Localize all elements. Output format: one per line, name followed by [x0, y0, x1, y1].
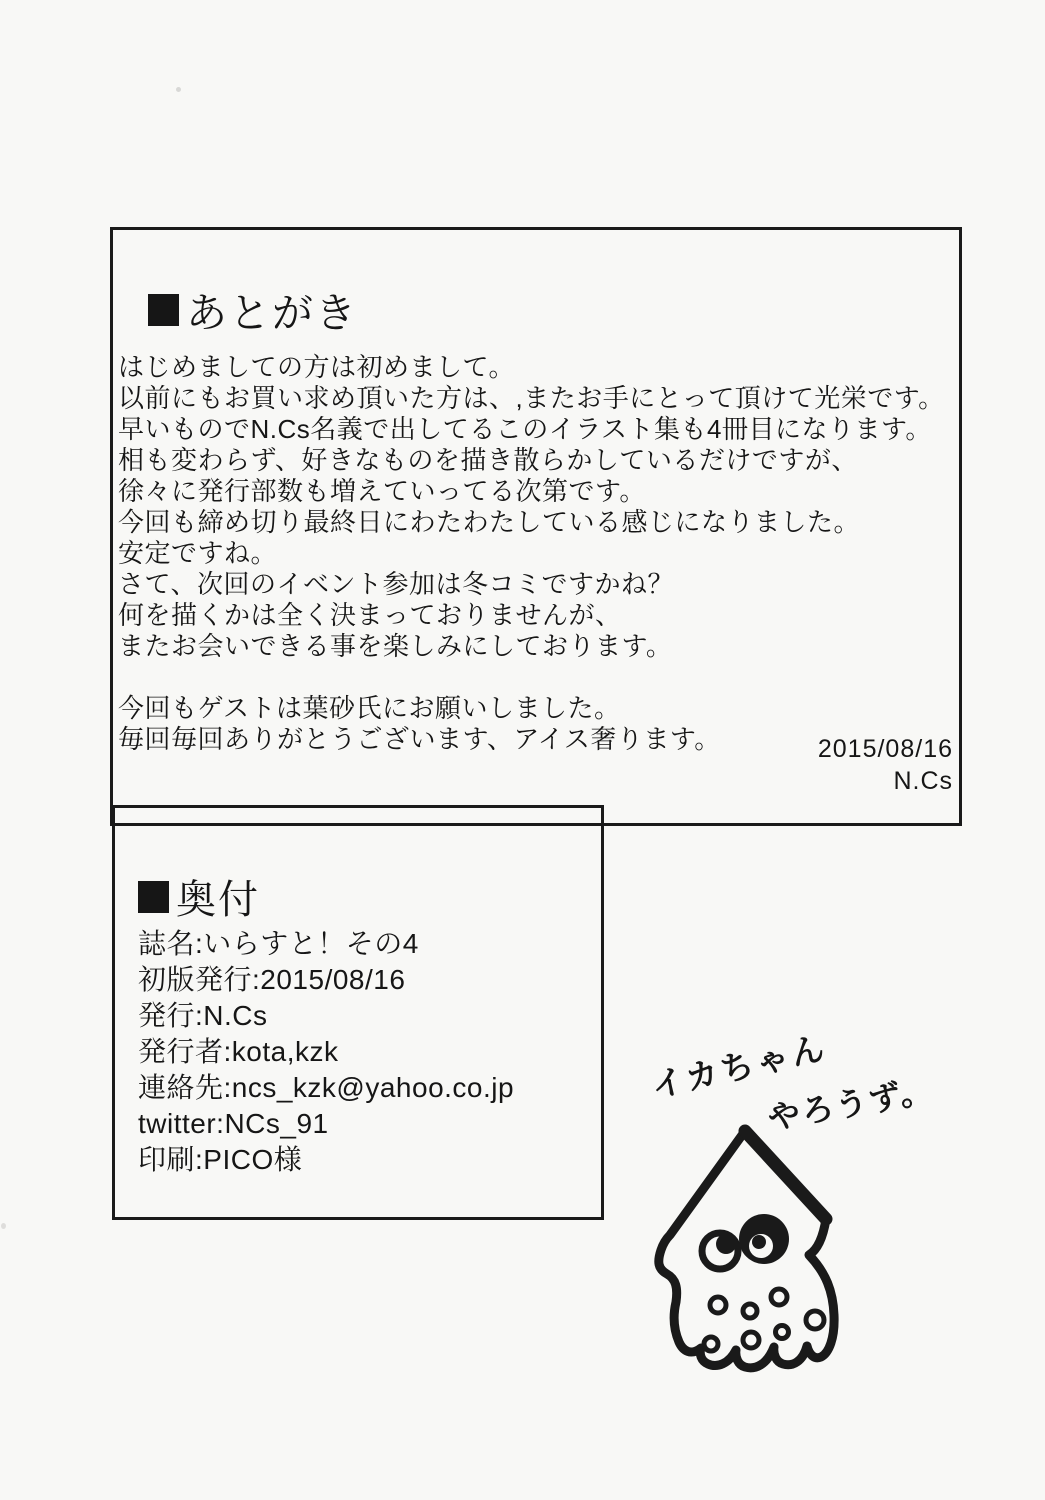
doodle-caption: イカちゃん [647, 1028, 831, 1105]
afterword-line: 今回もゲストは葉砂氏にお願いしました。 [118, 693, 621, 723]
afterword-line: 何を描くかは全く決まっておりませんが、 [118, 600, 622, 630]
afterword-line: 相も変わらず、好きなものを描き散らかしているだけですが、 [118, 445, 858, 475]
afterword-line: 毎回毎回ありがとうございます、アイス奢ります。 [118, 724, 721, 754]
doodle-caption: やろうず。 [765, 1071, 937, 1137]
colophon-first-print-line: 初版発行:2015/08/16 [138, 964, 406, 995]
colophon-publisher-line: 発行:N.Cs [138, 1000, 268, 1031]
afterword-line: 早いものでN.Cs名義で出してるこのイラスト集も4冊目になります。 [118, 414, 932, 444]
splatoon-squid-icon [643, 1123, 887, 1385]
black-square-icon [148, 294, 179, 326]
afterword-heading [148, 280, 358, 339]
afterword-line: 以前にもお買い求め頂いた方は、,またお手にとって頂けて光栄です。 [118, 383, 945, 413]
afterword-heading-text: あとがき [186, 290, 358, 336]
black-square-icon [138, 881, 169, 913]
colophon-title-line: 誌名:いらすと！その4 [138, 928, 419, 959]
afterword-line-blank [118, 662, 945, 693]
afterword-line: さて、次回のイベント参加は冬コミですかね？ [118, 569, 674, 599]
colophon-section [112, 805, 604, 1220]
afterword-line: 安定ですね。 [118, 538, 278, 568]
squid-left-pupil [716, 1234, 736, 1254]
afterword-section [110, 227, 962, 826]
colophon-contact-line: 連絡先:ncs_kzk@yahoo.co.jp [138, 1072, 515, 1103]
afterword-credit: N.Cs [893, 767, 953, 795]
colophon-heading-text: 奥付 [176, 878, 260, 922]
afterword-line: 徐々に発行部数も増えていってる次第です。 [118, 476, 646, 506]
colophon-twitter-line: twitter:NCs_91 [138, 1108, 329, 1139]
afterword-line: 今回も締め切り最終日にわたわたしている感じになりました。 [118, 507, 861, 537]
afterword-date: 2015/08/16 [817, 735, 953, 763]
colophon-body [138, 926, 514, 1178]
scan-speck [1, 1223, 6, 1229]
afterword-line: はじめましての方は初めまして。 [118, 352, 515, 382]
afterword-line: またお会いできる事を楽しみにしております。 [118, 631, 673, 661]
afterword-body [118, 352, 945, 755]
colophon-author-line: 発行者:kota,kzk [138, 1036, 339, 1067]
colophon-printer-line: 印刷:PICO様 [138, 1144, 303, 1175]
colophon-heading [138, 868, 260, 925]
scan-speck [176, 87, 181, 92]
squid-right-pupil [752, 1235, 766, 1249]
